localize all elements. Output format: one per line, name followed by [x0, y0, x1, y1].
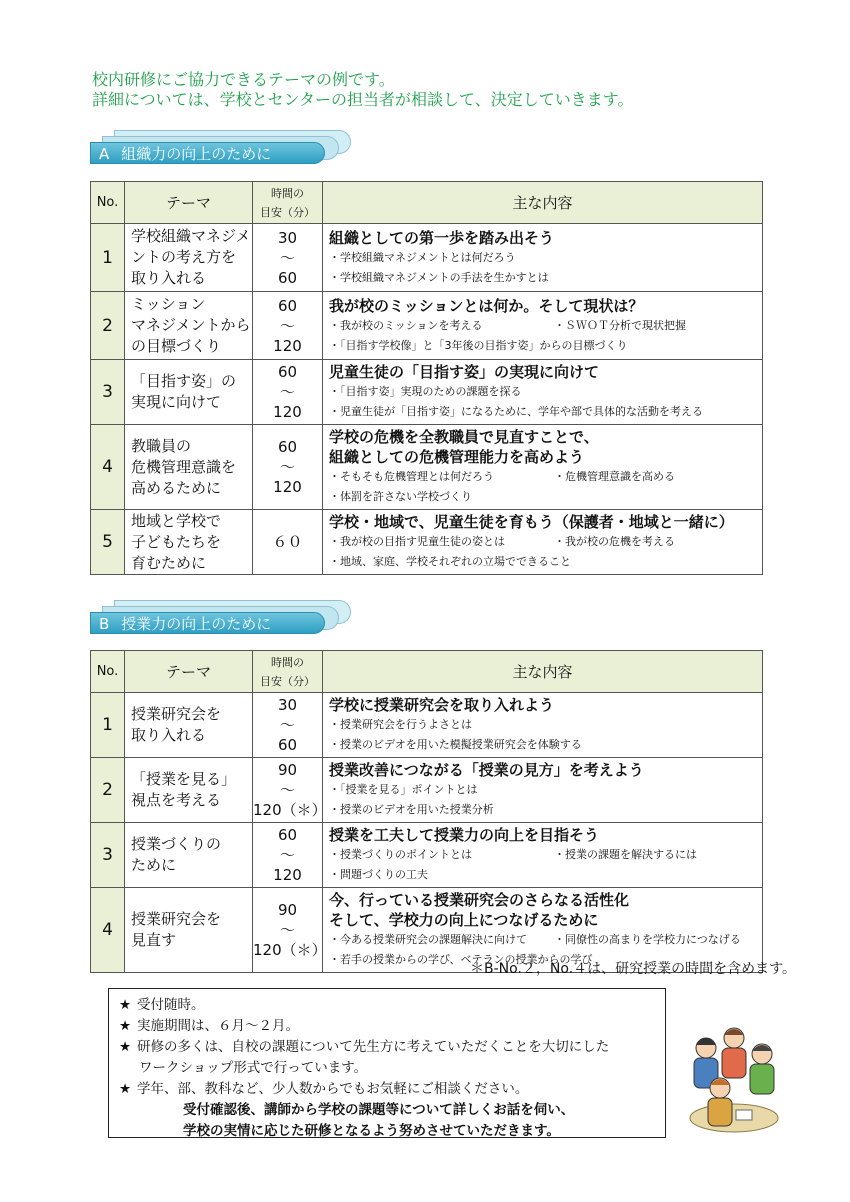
theme-line: 「目指す姿」の	[131, 372, 237, 390]
theme-line: 授業研究会を	[131, 705, 222, 723]
row-time	[253, 758, 327, 823]
info-item-text: 学年、部、教科など、少人数からでもお気軽にご相談ください。	[137, 1081, 529, 1097]
content-title: 組織としての第一歩を踏み出そう	[329, 228, 555, 247]
row-content	[323, 360, 763, 425]
point-row	[329, 487, 758, 507]
row-content	[323, 693, 763, 758]
content-points	[329, 780, 758, 820]
time-line: 30	[277, 228, 298, 247]
time-line: 90	[277, 901, 298, 919]
time-line: 120	[273, 403, 302, 421]
point-row	[329, 865, 758, 885]
list-item: ・授業のビデオを用いた模擬授業研究会を体験する	[329, 738, 582, 751]
info-item	[119, 1037, 655, 1058]
list-item: ・児童生徒が「目指す姿」になるために、学年や部で具体的な活動を考える	[329, 405, 703, 418]
time-line: ～	[279, 921, 295, 939]
row-number: 3	[91, 823, 125, 888]
section-a-table	[90, 181, 763, 575]
intro-line-1: 校内研修にご協力できるテーマの例です。	[92, 70, 395, 89]
point-row	[329, 316, 758, 336]
row-time	[253, 360, 323, 425]
info-item	[119, 1058, 655, 1079]
list-item: ・危機管理意識を高める	[554, 470, 675, 483]
header-no: No.	[91, 651, 125, 693]
time-line: 60	[277, 268, 298, 287]
row-time	[253, 425, 323, 510]
list-item: ・授業のビデオを用いた授業分析	[329, 803, 494, 816]
point-row	[329, 735, 758, 755]
time-line: 90	[277, 761, 298, 779]
content-points	[329, 248, 758, 288]
row-time	[253, 224, 323, 292]
row-time	[253, 292, 323, 360]
content-title: 組織としての危機管理能力を高めよう	[329, 448, 585, 466]
content-title: そして、学校力の向上につなげるために	[329, 911, 599, 929]
point-row	[329, 800, 758, 820]
list-item: ・学校組織マネジメントの手法を生かすとは	[329, 270, 549, 284]
table-row	[91, 510, 763, 575]
table-row	[91, 758, 763, 823]
row-theme	[125, 888, 253, 973]
content-points	[329, 467, 758, 507]
section-b-letter: B	[99, 615, 110, 633]
list-item: ・そもそも危機管理とは何だろう	[329, 470, 494, 483]
time-line: 60	[277, 296, 298, 315]
star-icon: ★	[119, 1018, 132, 1034]
row-number: 3	[91, 360, 125, 425]
section-b-banner	[90, 598, 345, 642]
point-row	[329, 336, 758, 356]
row-number: 5	[91, 510, 125, 575]
row-number: 4	[91, 425, 125, 510]
time-line: 120	[273, 478, 302, 496]
theme-line: 高めるために	[131, 478, 222, 497]
theme-line: ために	[131, 856, 177, 874]
content-title: 我が校のミッションとは何か。そして現状は？	[329, 296, 644, 315]
point-row	[329, 248, 758, 268]
row-number: 1	[91, 224, 125, 292]
time-line: 60	[277, 826, 298, 844]
header-time-line: 目安（分）	[260, 205, 315, 219]
time-line: 120（＊）	[253, 941, 327, 959]
time-line: ～	[279, 781, 295, 799]
list-item: ・問題づくりの工夫	[329, 868, 428, 881]
time-line: 30	[277, 696, 298, 714]
theme-line: 視点を考える	[131, 791, 222, 809]
theme-line: 育むために	[131, 553, 207, 572]
list-item: ・ＳＷＯＴ分析で現状把握	[554, 318, 686, 332]
content-title: 授業を工夫して授業力の向上を目指そう	[329, 826, 600, 844]
row-time	[253, 823, 323, 888]
row-number: 1	[91, 693, 125, 758]
theme-line: の目標づくり	[131, 337, 222, 355]
time-line: ～	[279, 846, 295, 864]
content-title: 学校の危機を全教職員で見直すことで、	[329, 428, 599, 446]
header-no: No.	[91, 182, 125, 224]
list-item: ・地域、家庭、学校それぞれの立場でできること	[329, 555, 571, 568]
list-item: ・我が校のミッションを考える	[329, 318, 483, 332]
star-icon: ★	[119, 1039, 132, 1055]
header-time-line: 時間の	[271, 655, 304, 669]
row-number: 2	[91, 758, 125, 823]
row-content	[323, 292, 763, 360]
content-title: 学校・地域で、児童生徒を育もう（保護者・地域と一緒に）	[329, 513, 734, 531]
section-b-table	[90, 650, 763, 973]
row-theme	[125, 224, 253, 292]
list-item: ・「授業を見る」ポイントとは	[329, 783, 478, 796]
row-time	[253, 888, 327, 973]
content-title: 児童生徒の「目指す姿」の実現に向けて	[329, 363, 600, 381]
theme-line: 危機管理意識を	[131, 457, 237, 476]
table-row	[91, 425, 763, 510]
time-line: ～	[279, 248, 295, 267]
content-title: 学校に授業研究会を取り入れよう	[329, 696, 555, 714]
info-item-text: 実施期間は、６月～２月。	[137, 1018, 299, 1034]
section-b-title: 授業力の向上のために	[121, 615, 272, 633]
info-item	[119, 1016, 655, 1037]
header-time-line: 時間の	[271, 186, 304, 200]
header-time	[253, 182, 323, 224]
row-theme	[125, 425, 253, 510]
point-row	[329, 268, 758, 288]
point-row	[329, 845, 758, 865]
row-number: 4	[91, 888, 125, 973]
info-bold-line: 受付確認後、講師から学校の課題等について詳しくお話を伺い、	[183, 1102, 575, 1118]
list-item: ・我が校の目指す児童生徒の姿とは	[329, 535, 505, 548]
table-row	[91, 823, 763, 888]
theme-line: ミッション	[131, 295, 206, 313]
row-time	[253, 510, 323, 575]
point-row	[329, 715, 758, 735]
list-item: ・同僚性の高まりを学校力につなげる	[554, 933, 741, 946]
time-line: 60	[277, 438, 298, 456]
row-theme	[125, 360, 253, 425]
theme-line: 取り入れる	[131, 726, 207, 744]
section-a-letter: A	[99, 145, 110, 163]
time-line: ～	[279, 458, 295, 476]
theme-line: 学校組織マネジメ	[131, 227, 251, 245]
time-line: 120	[273, 866, 302, 884]
table-row	[91, 292, 763, 360]
theme-line: マネジメントから	[131, 316, 251, 334]
section-a-title: 組織力の向上のために	[121, 145, 272, 163]
list-item: ・我が校の危機を考える	[554, 535, 675, 548]
content-points	[329, 382, 758, 422]
section-a-banner	[90, 128, 345, 172]
content-title: 授業改善につながる「授業の見方」を考えよう	[329, 761, 644, 779]
theme-line: 「授業を見る」	[131, 770, 237, 788]
theme-line: 地域と学校で	[131, 511, 222, 530]
meeting-illustration-icon	[676, 1018, 786, 1143]
row-theme	[125, 693, 253, 758]
list-item: ・学校組織マネジメントとは何だろう	[329, 250, 516, 264]
point-row	[329, 382, 758, 402]
theme-line: ントの考え方を	[131, 248, 237, 266]
content-title: 今、行っている授業研究会のさらなる活性化	[329, 891, 630, 909]
point-row	[329, 532, 758, 552]
info-item-text: 受付随時。	[137, 997, 205, 1013]
time-line: 60	[277, 363, 298, 381]
row-content	[323, 224, 763, 292]
theme-line: 授業づくりの	[131, 835, 222, 853]
info-item-text: 研修の多くは、自校の課題について先生方に考えていただくことを大切にした	[137, 1039, 610, 1055]
header-content: 主な内容	[323, 651, 763, 693]
time-line: ６０	[272, 533, 303, 551]
info-item-text: ワークショップ形式で行っています。	[139, 1060, 368, 1076]
row-content	[323, 510, 763, 575]
point-row	[329, 467, 758, 487]
row-theme	[125, 510, 253, 575]
list-item: ・授業研究会を行うよさとは	[329, 718, 472, 731]
intro-line-2: 詳細については、学校とセンターの担当者が相談して、決定していきます。	[92, 90, 634, 109]
theme-line: 教職員の	[131, 436, 192, 455]
theme-line: 実現に向けて	[131, 393, 222, 411]
table-row	[91, 693, 763, 758]
star-icon: ★	[119, 1081, 132, 1097]
list-item: ・「目指す学校像」と「3年後の目指す姿」からの目標づくり	[329, 338, 628, 352]
row-time	[253, 693, 323, 758]
row-number: 2	[91, 292, 125, 360]
info-bold-line: 学校の実情に応じた研修となるよう努めさせていただきます。	[183, 1123, 560, 1139]
intro-text	[92, 70, 633, 110]
content-points	[329, 316, 758, 356]
time-line: ～	[279, 383, 295, 401]
time-line: 120（＊）	[253, 801, 327, 819]
header-time	[253, 651, 323, 693]
row-content	[323, 758, 763, 823]
row-theme	[125, 758, 253, 823]
star-icon: ★	[119, 997, 132, 1013]
content-points	[329, 532, 758, 572]
header-theme: テーマ	[125, 651, 253, 693]
row-content	[323, 823, 763, 888]
info-item	[119, 1079, 655, 1100]
row-theme	[125, 292, 253, 360]
content-points	[329, 715, 758, 755]
theme-line: 見直す	[131, 931, 177, 949]
content-points	[329, 845, 758, 885]
header-time-line: 目安（分）	[260, 674, 315, 688]
row-theme	[125, 823, 253, 888]
theme-line: 取り入れる	[131, 269, 207, 287]
table-row	[91, 224, 763, 292]
theme-line: 子どもたちを	[131, 532, 222, 551]
table-row	[91, 360, 763, 425]
time-note: ＊B-No.２，No.４は、研究授業の時間を含めます。	[470, 961, 797, 977]
time-line: ～	[279, 716, 295, 734]
time-line: 120	[273, 336, 302, 355]
theme-line: 授業研究会を	[131, 910, 222, 928]
list-item: ・若手の授業からの学び、ベテランの授業からの学び	[329, 953, 593, 966]
point-row	[329, 930, 758, 950]
list-item: ・今ある授業研究会の課題解決に向けて	[329, 933, 527, 946]
list-item: ・授業づくりのポイントとは	[329, 848, 472, 861]
time-line: ～	[279, 316, 295, 335]
header-content: 主な内容	[323, 182, 763, 224]
point-row	[329, 402, 758, 422]
time-line: 60	[277, 736, 298, 754]
row-content	[323, 425, 763, 510]
list-item: ・体罰を許さない学校づくり	[329, 490, 472, 503]
point-row	[329, 552, 758, 572]
info-box	[108, 988, 666, 1138]
list-item: ・「目指す姿」実現のための課題を探る	[329, 385, 522, 398]
list-item: ・授業の課題を解決するには	[554, 848, 697, 861]
header-theme: テーマ	[125, 182, 253, 224]
info-item	[119, 995, 655, 1016]
point-row	[329, 780, 758, 800]
